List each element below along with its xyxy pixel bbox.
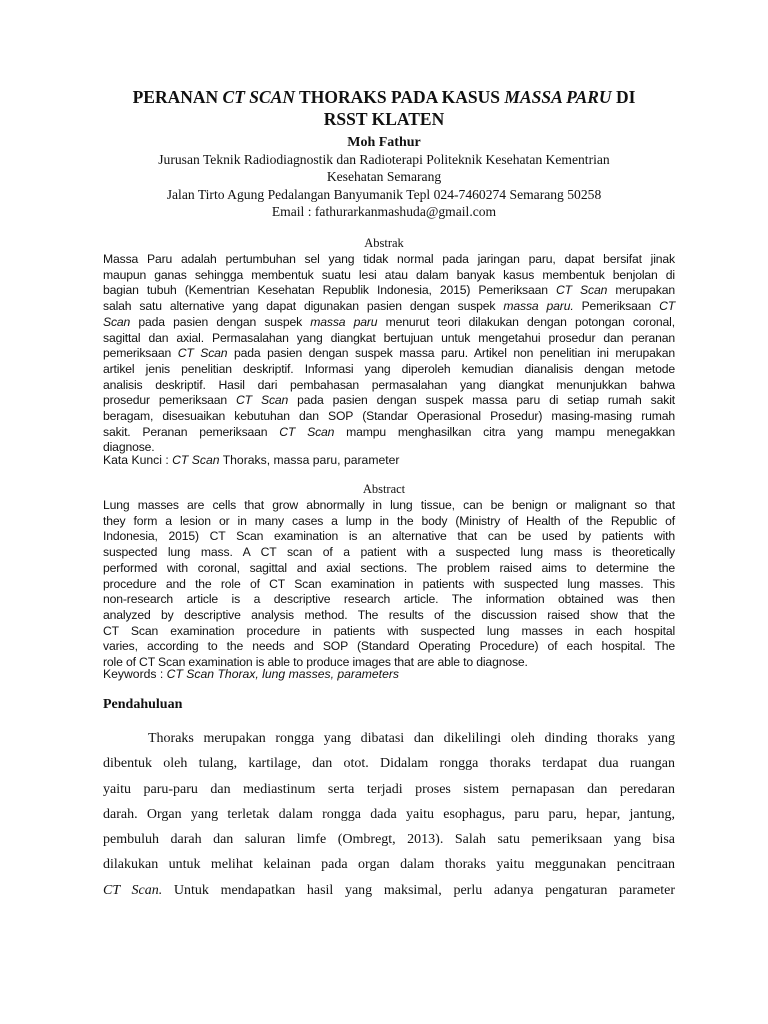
abstract-line: varies, according to the needs and SOP (Standard Operating Procedure) of each hospital. The [103,639,675,654]
title-line-2: RSST KLATEN [323,109,445,129]
body-line: pembuluh darah dan saluran limfe (Ombregt, 2013). Salah satu pemeriksaan yang bisa [103,832,675,848]
abstrak-line: artikel jenis penelitian deskriptif. Informasi yang diperoleh kemudian dianalisis dengan metode [103,361,675,376]
abstrak-italic: massa paru. [503,299,574,314]
abstrak-italic: CT Scan [236,393,289,408]
body-line: Thoraks merupakan rongga yang dibatasi dan dikelilingi oleh dinding thoraks yang [148,731,675,746]
author-name: Moh Fathur [347,135,421,150]
affiliation-line: Jurusan Teknik Radiodiagnostik dan Radioterapi Politeknik Kesehatan Kementrian [158,152,610,167]
title-text: PERANAN [132,87,223,107]
abstrak-line [103,393,675,409]
abstract-line: suspected lung mass. A CT scan of a patient with a suspected lung mass is theoretically [103,545,675,560]
abstrak-text: bagian tubuh (Kementrian Kesehatan Republik Indonesia, 2015) Pemeriksaan [103,283,556,298]
abstrak-line: diagnose. [103,440,155,455]
body-line: yaitu paru-paru dan mediastinum serta terjadi proses sistem pernapasan dan peredaran [103,781,675,797]
abstrak-text: pada pasien dengan suspek [130,314,311,329]
keywords-italic: CT Scan Thorax, lung masses, parameters [166,667,400,681]
abstract-line: CT Scan examination procedure in patients with suspected lung masses in each hospital [103,623,675,638]
abstract-body [103,498,675,671]
abstract-heading: Abstract [362,482,406,496]
abstrak-text: mampu menghasilkan citra yang mampu menegakkan [334,424,675,439]
abstrak-text: salah satu alternative yang dapat digunakan pasien dengan suspek [103,299,504,314]
pendahuluan-body [103,726,675,903]
title-text: THORAKS PADA KASUS [295,87,505,107]
kata-kunci [103,453,675,468]
keywords-text: Thoraks, massa paru, parameter [219,453,400,467]
paper-title [100,86,668,130]
body-line: darah. Organ yang terletak dalam rongga dada yaitu esophagus, paru paru, hepar, jantung, [103,806,675,822]
abstract-line: non-research article is a descriptive research article. The information obtained was then [103,592,675,607]
keywords [103,667,675,682]
abstrak-line: Massa Paru adalah pertumbuhan sel yang tidak normal pada jaringan paru, dapat bersifat jinak [103,252,675,266]
abstrak-text: menurut teori dilakukan dengan potongan coronal, [377,314,675,329]
abstrak-line [103,425,675,441]
abstrak-text: merupakan [607,283,675,298]
body-italic: CT Scan. [103,882,163,898]
abstrak-heading: Abstrak [364,236,404,250]
title-italic: MASSA PARU [504,87,612,107]
section-heading-pendahuluan: Pendahuluan [103,697,183,712]
abstrak-body [103,252,675,456]
body-line [103,878,675,903]
abstrak-line [103,346,675,362]
abstract-line: Indonesia, 2015) CT Scan examination is an alternative that can be used by patients with [103,529,675,544]
affiliation-line: Kesehatan Semarang [326,169,442,185]
abstrak-italic: massa paru [310,314,378,329]
body-line: dilakukan untuk melihat kelainan pada organ dalam thoraks yaitu meggunakan pencitraan [103,857,675,873]
abstrak-text: prosedur pemeriksaan [103,393,237,408]
abstrak-line [103,315,675,331]
title-italic: CT SCAN [222,87,295,107]
address-line: Jalan Tirto Agung Pedalangan Banyumanik Tepl 024-7460274 Semarang 50258 [166,186,602,202]
abstract-line: analyzed by descriptive analysis method. The results of the discussion raised show that the [103,607,675,622]
abstrak-text: pemeriksaan [103,346,178,361]
abstrak-line: sagittal dan axial. Permasalahan yang diangkat bertujuan untuk mengetahui prosedur dan peranan [103,330,675,345]
abstrak-line: maupun ganas sehingga membentuk suatu lesi atau dalam banyak kasus membentuk benjolan di [103,267,675,282]
abstrak-text: sakit. Peranan pemeriksaan [103,424,280,439]
abstract-line: procedure and the role of CT Scan examination in patients with suspected lung masses. This [103,576,675,591]
abstrak-text: Pemeriksaan [573,299,660,314]
abstrak-line: analisis deskriptif. Hasil dari pembahasan permasalahan yang diangkat menunjukkan bahwa [103,377,675,392]
abstrak-text: pada pasien dengan suspek massa paru. Artikel non penelitian ini merupakan [227,346,675,361]
abstrak-italic: CT Scan [279,424,335,439]
abstract-line: they form a lesion or in many cases a lump in the body (Ministry of Health of the Republic of [103,513,675,528]
body-line: dibentuk oleh tulang, kartilage, dan otot. Didalam rongga thoraks terdapat dua ruangan [103,756,675,772]
abstrak-line: beragam, disesuaikan kebutuhan dan SOP (Standar Operasional Prosedur) masing-masing rumah [103,409,675,424]
abstract-line: role of CT Scan examination is able to produce images that are able to diagnose. [103,655,528,670]
keywords-label: Keywords : [103,667,167,681]
keywords-label: Kata Kunci : [103,453,173,467]
abstrak-italic: CT Scan [555,283,608,298]
abstrak-italic: CT Scan [177,346,228,361]
abstrak-line [103,283,675,299]
body-text: Untuk mendapatkan hasil yang maksimal, perlu adanya pengaturan parameter [162,882,675,898]
email-line: Email : fathurarkanmashuda@gmail.com [271,204,497,220]
abstract-line: performed with coronal, sagittal and axial sections. The problem raised aims to determine the [103,560,675,575]
abstract-line: Lung masses are cells that grow abnormally in lung tissue, can be benign or malignant so that [103,498,675,512]
abstrak-italic: CT [659,299,676,314]
affiliation [100,151,668,221]
abstrak-line [103,299,675,315]
abstrak-text: pada pasien dengan suspek massa paru di setiap rumah sakit [288,393,675,408]
keywords-italic: CT Scan [172,453,220,467]
abstrak-italic: Scan [103,314,131,329]
title-text: DI [611,87,636,107]
title-line-1 [100,86,668,108]
